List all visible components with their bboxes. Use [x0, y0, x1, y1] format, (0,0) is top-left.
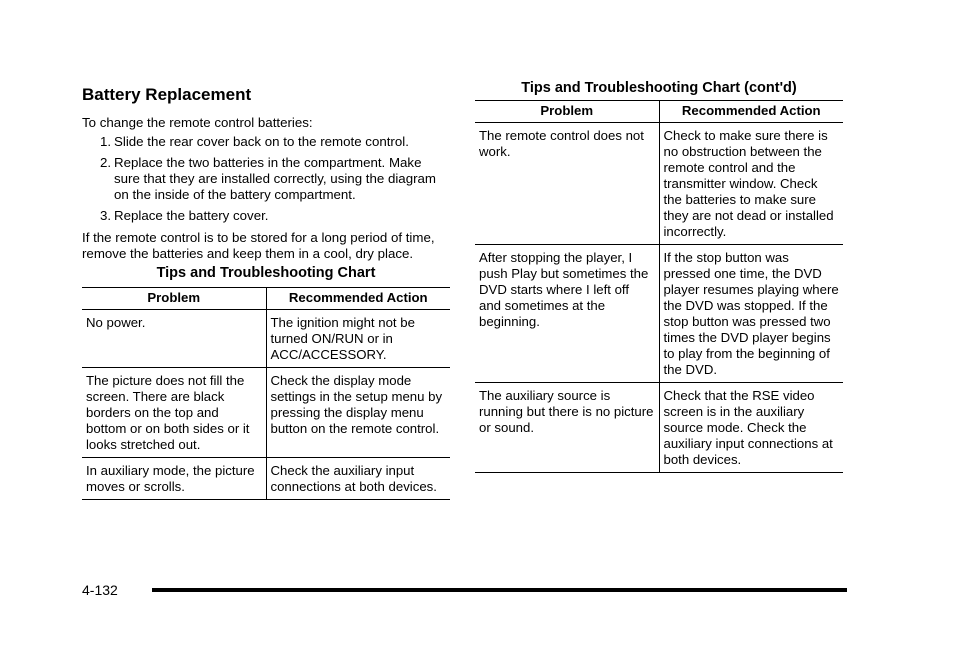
action-cell: Check the auxiliary input connections at both devices.: [266, 458, 450, 500]
table-row: [475, 123, 843, 245]
step-text: Replace the two batteries in the compartment. Make sure that they are installed correctly, using the diagram on the inside of the battery compartment.: [114, 155, 436, 202]
storage-note: If the remote control is to be stored for a long period of time, remove the batteries and keep them in a cool, dry place.: [82, 230, 435, 261]
action-cell: The ignition might not be turned ON/RUN or in ACC/ACCESSORY.: [266, 310, 450, 368]
list-item: [82, 155, 450, 203]
intro-text: To change the remote control batteries:: [82, 115, 313, 130]
table-row: [475, 383, 843, 473]
left-column: [82, 84, 450, 500]
problem-cell: The auxiliary source is running but there is no picture or sound.: [475, 383, 659, 473]
section-heading: Battery Replacement: [82, 85, 252, 104]
table-row: [82, 368, 450, 458]
action-cell: Check to make sure there is no obstruction between the remote control and the transmitter window. Check the batteries to make sure they are not dead or installed incorrectly.: [659, 123, 843, 245]
column-header-action: Recommended Action: [659, 101, 843, 123]
troubleshooting-table-continued: [475, 100, 843, 473]
list-item: [82, 208, 450, 224]
troubleshooting-table: [82, 287, 450, 500]
steps-list: [82, 134, 450, 224]
problem-cell: In auxiliary mode, the picture moves or scrolls.: [82, 458, 266, 500]
action-cell: If the stop button was pressed one time, the DVD player resumes playing where the DVD was stopped. If the stop button was pressed two times the DVD player begins to play from the beginning of the DVD.: [659, 245, 843, 383]
table-row: [475, 245, 843, 383]
table-row: [82, 458, 450, 500]
list-item: [82, 134, 450, 150]
step-number: 1.: [100, 134, 112, 149]
chart-title: Tips and Troubleshooting Chart: [156, 265, 376, 281]
table-header-row: [475, 101, 843, 123]
right-column: [475, 80, 843, 473]
step-text: Replace the battery cover.: [114, 208, 269, 223]
column-header-problem: Problem: [82, 288, 266, 310]
column-header-action: Recommended Action: [266, 288, 450, 310]
problem-cell: No power.: [82, 310, 266, 368]
action-cell: Check the display mode settings in the setup menu by pressing the display menu button on the remote control.: [266, 368, 450, 458]
problem-cell: The remote control does not work.: [475, 123, 659, 245]
chart-title-continued: Tips and Troubleshooting Chart (cont'd): [521, 80, 797, 96]
step-number: 3.: [100, 208, 112, 223]
problem-cell: The picture does not fill the screen. There are black borders on the top and bottom or on both sides or it looks stretched out.: [82, 368, 266, 458]
problem-cell: After stopping the player, I push Play but sometimes the DVD starts where I left off and sometimes at the beginning.: [475, 245, 659, 383]
footer-rule: [152, 588, 847, 592]
column-header-problem: Problem: [475, 101, 659, 123]
action-cell: Check that the RSE video screen is in the auxiliary source mode. Check the auxiliary input connections at both devices.: [659, 383, 843, 473]
table-row: [82, 310, 450, 368]
step-number: 2.: [100, 155, 112, 170]
table-header-row: [82, 288, 450, 310]
step-text: Slide the rear cover back on to the remote control.: [114, 134, 409, 149]
page-number: 4-132: [82, 582, 118, 598]
